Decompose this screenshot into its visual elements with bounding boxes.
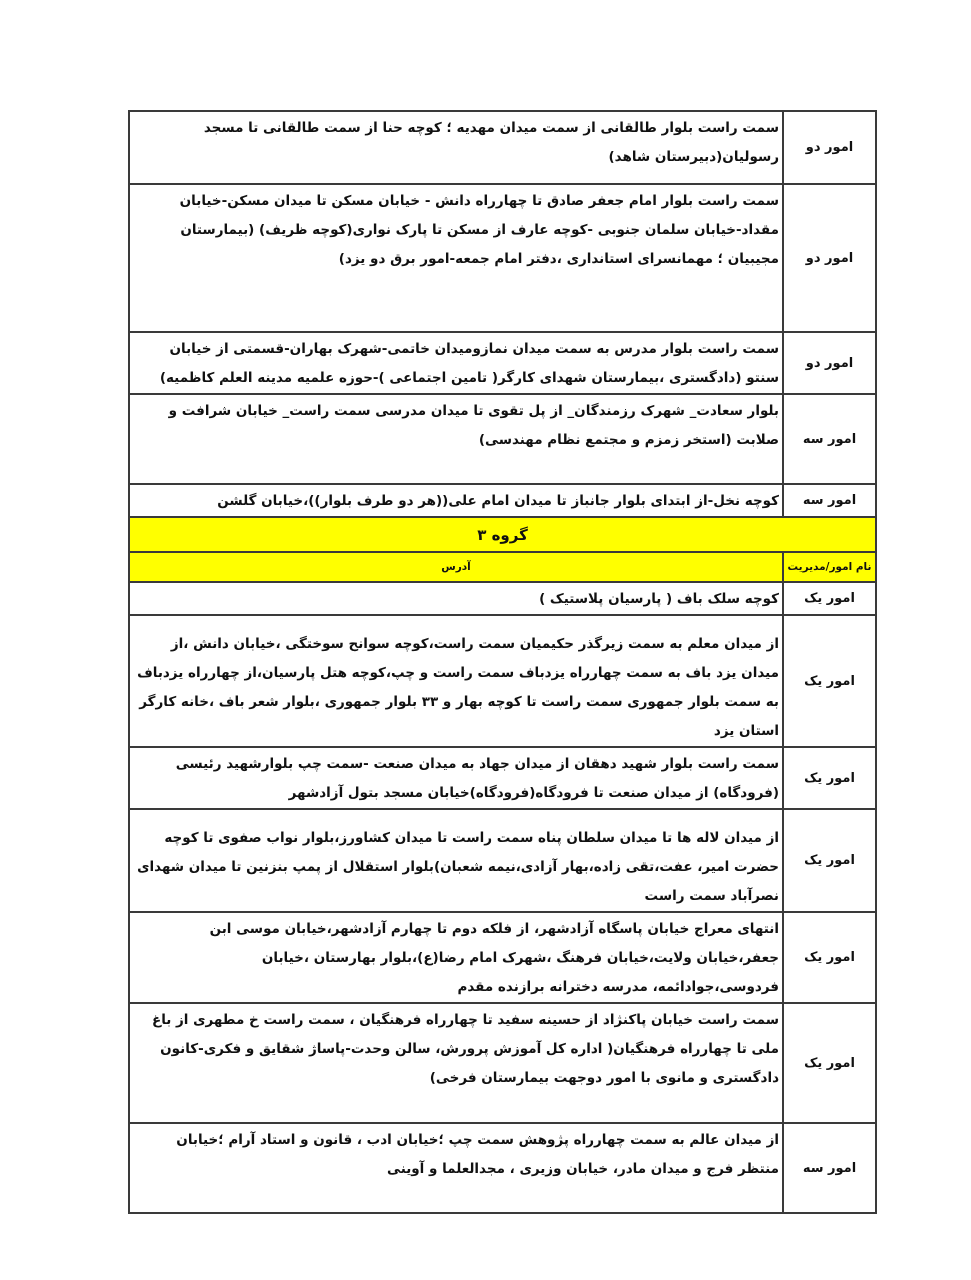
department-name: امور دو (783, 111, 876, 184)
table-row (129, 615, 876, 747)
table-row (129, 332, 876, 394)
table-row (129, 1003, 876, 1123)
group-header-row (129, 517, 876, 552)
table-row (129, 1123, 876, 1213)
address-text: سمت راست بلوار شهید دهقان از میدان جهاد به میدان صنعت -سمت چپ بلوارشهید رئیسی (فرودگاه) از میدان صنعت تا فرودگاه(فرودگاه)خیابان مسجد بتول آزادشهر (129, 747, 783, 809)
department-name: امور یک (783, 747, 876, 809)
table-row (129, 184, 876, 332)
table-row (129, 111, 876, 184)
department-name: امور سه (783, 394, 876, 484)
department-name: امور یک (783, 912, 876, 1003)
group-title: گروه ۳ (129, 517, 876, 552)
address-text: از میدان معلم به سمت زیرگذر حکیمیان سمت راست،کوچه سوانح سوختگی ،خیابان دانش ،از میدان یزد باف به سمت چهارراه یزدباف سمت راست و چپ،کوچه هتل پارسیان،از چهارراه یزدباف به سمت بلوار جمهوری سمت راست تا کوچه بهار و ۳۳ بلوار جمهوری ،بلوار شعر باف ،خانه کارگر استان یزد (129, 615, 783, 747)
table-row (129, 394, 876, 484)
department-name: امور دو (783, 332, 876, 394)
table-row (129, 912, 876, 1003)
address-text: سمت راست خیابان پاکنژاد از حسینه سفید تا چهارراه فرهنگیان ، سمت راست خ مطهری از باغ ملی تا چهارراه فرهنگیان( اداره کل آموزش پرورش، سالن وحدت-پاساژ شقایق و فکری-کانون دادگستری و مانوی با امور دوجهت بیمارستان فرخی) (129, 1003, 783, 1123)
address-table (128, 110, 877, 1214)
department-name: امور دو (783, 184, 876, 332)
department-name: امور یک (783, 809, 876, 912)
department-name: امور یک (783, 582, 876, 615)
table-row (129, 484, 876, 517)
department-name: امور یک (783, 1003, 876, 1123)
address-text: بلوار سعادت_ شهرک رزمندگان_ از پل تقوی تا میدان مدرسی سمت راست_ خیابان شرافت و صلابت (استخر زمزم و مجتمع نظام مهندسی) (129, 394, 783, 484)
table-row (129, 747, 876, 809)
table-row (129, 809, 876, 912)
address-text: از میدان لاله ها تا میدان سلطان پناه سمت راست تا میدان کشاورز،بلوار نواب صفوی تا کوچه حضرت امیر، عفت،تقی زاده،بهار آزادی،نیمه شعبان)بلوار استقلال از پمپ بنزنین تا میدان شهدای نصرآباد سمت راست (129, 809, 783, 912)
table-row (129, 582, 876, 615)
address-text: انتهای معراج خیابان پاسگاه آزادشهر، از فلکه دوم تا چهارم آزادشهر،خیابان موسی ابن جعفر،خیابان ولایت،خیابان فرهنگ ،شهرک امام رضا(ع)،بلوار بهارستان ،خیابان فردوسی،جوادائمه، مدرسه دخترانه برازنده مقدم (129, 912, 783, 1003)
address-text: سمت راست بلوار امام جعفر صادق تا چهارراه دانش - خیابان مسکن تا میدان مسکن-خیابان مقداد-خیابان سلمان جنوبی -کوچه عارف از مسکن تا پارک نواری(کوچه ظریف) (بیمارستان مجیبیان ؛ مهمانسرای استانداری ،دفتر امام جمعه-امور برق دو یزد) (129, 184, 783, 332)
department-name: امور سه (783, 484, 876, 517)
column-header-department: نام امور/مدیریت (783, 552, 876, 582)
address-text: کوچه نخل-از ابتدای بلوار جانباز تا میدان امام علی((هر دو طرف بلوار))،خیابان گلشن (129, 484, 783, 517)
address-text: سمت راست بلوار طالقانی از سمت میدان مهدیه ؛ کوچه حنا از سمت طالقانی تا مسجد رسولیان(دبیرستان شاهد) (129, 111, 783, 184)
department-name: امور یک (783, 615, 876, 747)
department-name: امور سه (783, 1123, 876, 1213)
column-header-address: آدرس (129, 552, 783, 582)
address-text: از میدان عالم به سمت چهارراه پژوهش سمت چپ ؛خیابان ادب ، قانون و استاد آرام ؛خیابان منتظر فرج و میدان مادر، خیابان وزیری ، مجدالعلما و آوینی (129, 1123, 783, 1213)
column-header-row (129, 552, 876, 582)
address-text: کوچه سلک باف ( پارسیان پلاستیک ) (129, 582, 783, 615)
address-text: سمت راست بلوار مدرس به سمت میدان نمازومیدان خاتمی-شهرک بهاران-قسمتی از خیابان سنتو (دادگستری ،بیمارستان شهدای کارگر( تامین اجتماعی )-حوزه علمیه مدینه العلم کاظمیه) (129, 332, 783, 394)
